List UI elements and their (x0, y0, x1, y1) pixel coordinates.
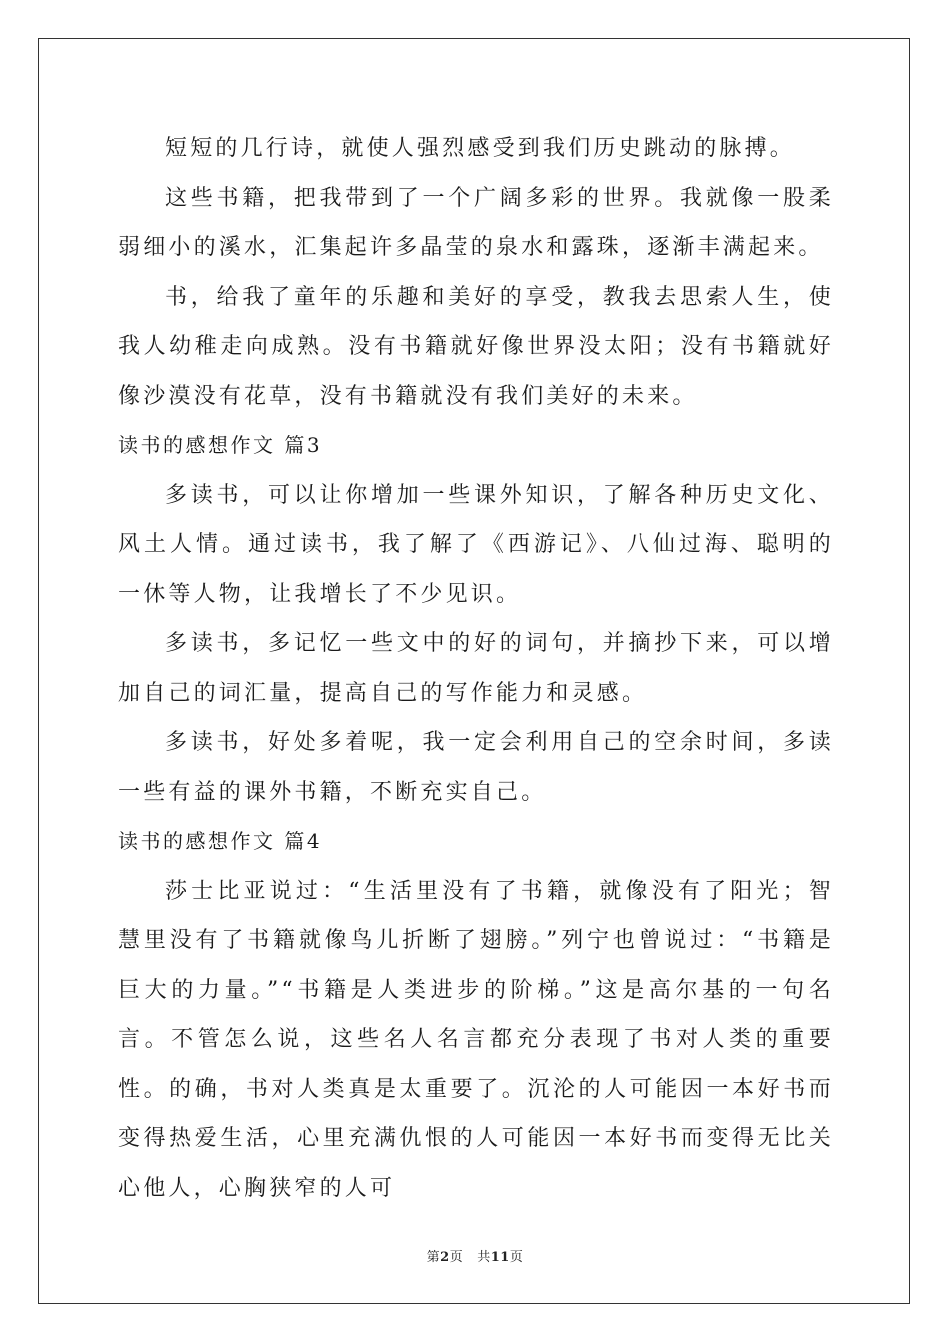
paragraph: 短短的几行诗，就使人强烈感受到我们历史跳动的脉搏。 (165, 136, 796, 161)
document-body (118, 124, 834, 1213)
paragraph: 多读书，多记忆一些文中的好的词句，并摘抄下来，可以增加自己的词汇量，提高自己的写作能力和灵感。 (118, 631, 834, 706)
page-suffix: 页 (449, 1250, 464, 1265)
page-current: 2 (440, 1250, 450, 1265)
paragraph: 多读书，好处多着呢，我一定会利用自己的空余时间，多读一些有益的课外书籍，不断充实自己。 (118, 730, 834, 805)
section-heading: 读书的感想作文 篇3 (118, 433, 323, 457)
total-prefix: 共 (477, 1250, 491, 1265)
page-prefix: 第 (426, 1250, 441, 1265)
paragraph: 多读书，可以让你增加一些课外知识，了解各种历史文化、风土人情。通过读书，我了解了《西游记》、八仙过海、聪明的一休等人物，让我增长了不少见识。 (118, 482, 834, 607)
paragraph: 莎士比亚说过：“生活里没有了书籍，就像没有了阳光；智慧里没有了书籍就像鸟儿折断了翅膀。”列宁也曾说过：“书籍是巨大的力量。”“书籍是人类进步的阶梯。”这是高尔基的一句名言。不管怎么说，这些名人名言都充分表现了书对人类的重要性。的确，书对人类真是太重要了。沉沦的人可能因一本好书而变得热爱生活，心里充满仇恨的人可能因一本好书而变得无比关心他人，心胸狭窄的人可 (118, 878, 834, 1201)
total-suffix: 页 (509, 1250, 524, 1265)
paragraph: 这些书籍，把我带到了一个广阔多彩的世界。我就像一股柔弱细小的溪水，汇集起许多晶莹的泉水和露珠，逐渐丰满起来。 (118, 185, 834, 260)
paragraph: 书，给我了童年的乐趣和美好的享受，教我去思索人生，使我人幼稚走向成熟。没有书籍就好像世界没太阳；没有书籍就好像沙漠没有花草，没有书籍就没有我们美好的未来。 (118, 284, 834, 409)
page-total: 11 (490, 1250, 510, 1265)
page-footer (0, 1246, 950, 1265)
section-heading: 读书的感想作文 篇4 (118, 829, 323, 853)
